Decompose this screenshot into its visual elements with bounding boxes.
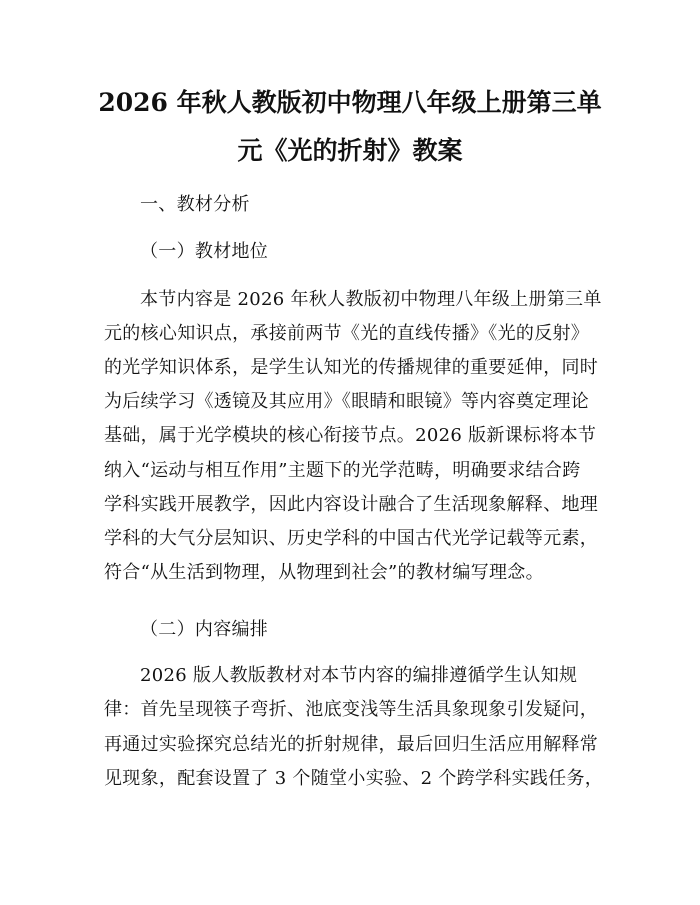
paragraph-1-line: 符合“从生活到物理，从物理到社会”的教材编写理念。: [104, 562, 544, 583]
paragraph-1-line: 学科的大气分层知识、历史学科的中国古代光学记载等元素，: [104, 528, 599, 549]
paragraph-1-line: 为后续学习《透镜及其应用》《眼睛和眼镜》等内容奠定理论: [104, 391, 590, 412]
document-title-line-1: 2026 年秋人教版初中物理八年级上册第三单: [98, 88, 602, 117]
paragraph-1-line: 本节内容是 2026 年秋人教版初中物理八年级上册第三单: [140, 289, 602, 310]
paragraph-1-line: 学科实践开展教学，因此内容设计融合了生活现象解释、地理: [104, 494, 599, 515]
document-title-line-2: 元《光的折射》教案: [237, 136, 463, 165]
subsection-heading-arrangement: （二）内容编排: [140, 619, 269, 640]
subsection-heading-position: （一）教材地位: [140, 241, 269, 262]
section-heading-analysis: 一、教材分析: [140, 194, 250, 215]
paragraph-2-line: 2026 版人教版教材对本节内容的编排遵循学生认知规: [140, 665, 578, 686]
paragraph-2-line: 律：首先呈现筷子弯折、池底变浅等生活具象现象引发疑问，: [104, 699, 599, 720]
paragraph-1-line: 基础，属于光学模块的核心衔接节点。2026 版新课标将本节: [104, 425, 597, 446]
paragraph-2-line: 再通过实验探究总结光的折射规律，最后回归生活应用解释常: [104, 734, 599, 755]
paragraph-2-line: 见现象，配套设置了 3 个随堂小实验、2 个跨学科实践任务，: [104, 768, 604, 789]
paragraph-1-line: 纳入“运动与相互作用”主题下的光学范畴，明确要求结合跨: [104, 460, 581, 481]
paragraph-1-line: 元的核心知识点，承接前两节《光的直线传播》《光的反射》: [104, 323, 590, 344]
paragraph-1-line: 的光学知识体系，是学生认知光的传播规律的重要延伸，同时: [104, 357, 599, 378]
